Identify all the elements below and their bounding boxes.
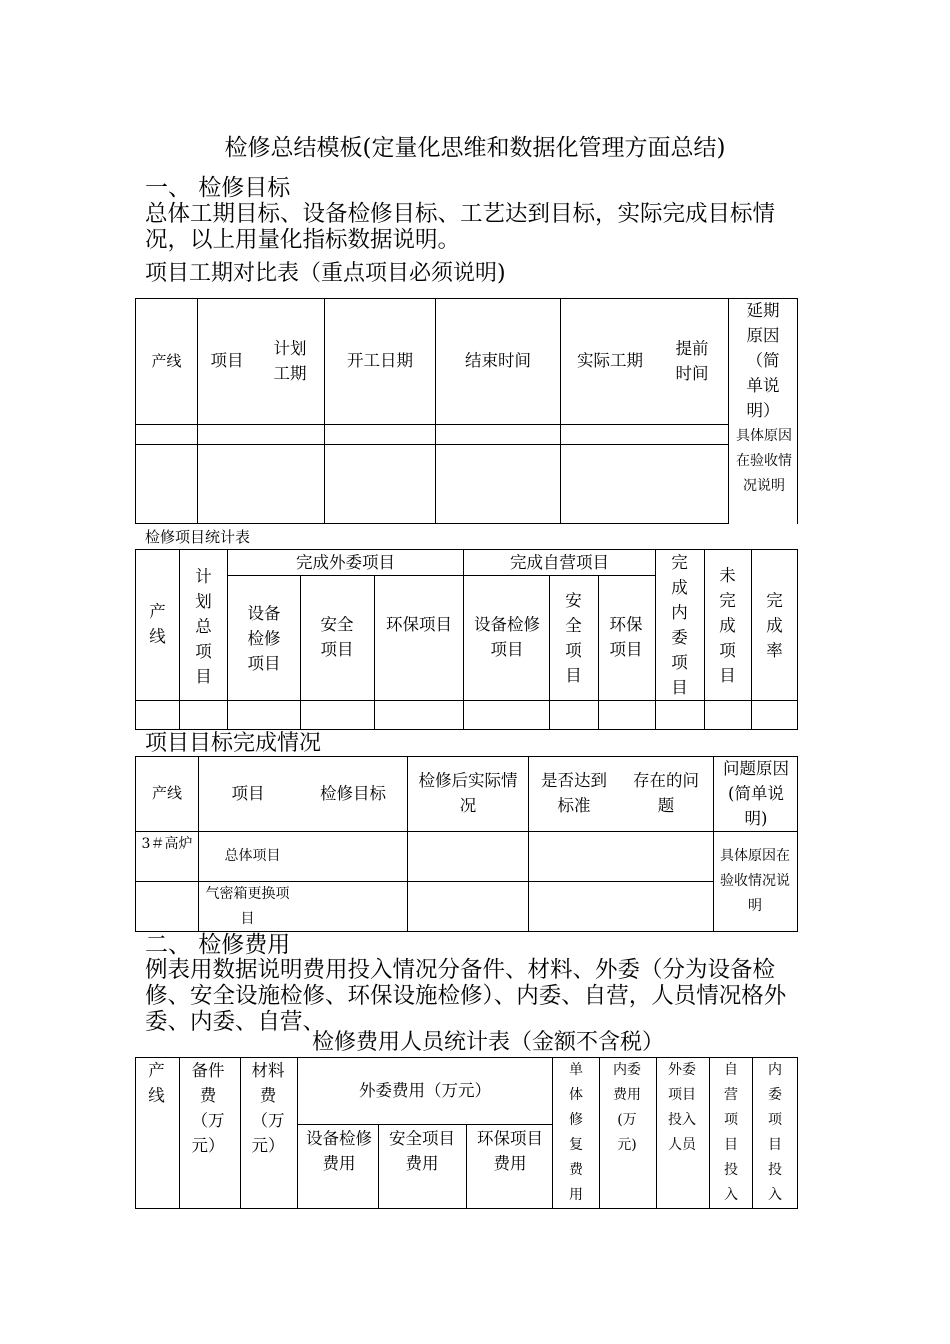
stats-header-plan-total: 计划总项目: [195, 567, 212, 686]
cost-header-outsourced-people: 外委项目投入人员: [668, 1062, 696, 1153]
cost-header-safety-fee: 安全项目费用: [389, 1129, 455, 1173]
section-2-heading: 二、 检修费用: [145, 932, 291, 958]
table-3-caption: 项目目标完成情况: [145, 731, 322, 756]
goal-header-line: 产线: [151, 784, 182, 802]
stats-header-rate: 完成率: [766, 591, 783, 660]
stats-header-safety: 安全项目: [320, 615, 354, 659]
cost-header-internal-input: 内委项目投入: [768, 1062, 782, 1203]
goal-header-actual: 检修后实际情况: [418, 771, 518, 815]
goal-header-project: 项目: [231, 784, 265, 803]
goal-header-target: 检修目标: [320, 784, 386, 803]
stats-header-self-env: 环保项目: [609, 615, 643, 659]
stats-header-unfinished: 未完成项目: [719, 566, 736, 685]
stats-header-equip-repair: 设备检修项目: [247, 604, 281, 673]
goal-reason-note: 具体原因在验收情况说明: [720, 848, 790, 914]
section-1-paragraph: 总体工期目标、设备检修目标、工艺达到目标，实际完成目标情况，以上用量化指标数据说明。: [145, 201, 776, 253]
stats-header-self-group: 完成自营项目: [510, 553, 609, 572]
goal-row-2-project: 气密箱更换项目: [205, 886, 290, 927]
cost-header-self-input: 自营项目投入: [724, 1062, 738, 1203]
header-end-time: 结束时间: [465, 351, 531, 370]
goal-row-1-line: 3＃高炉: [141, 836, 193, 852]
stats-header-env: 环保项目: [386, 615, 452, 634]
goal-row-1-project: 总体项目: [224, 848, 281, 864]
stats-header-self-equip: 设备检修项目: [474, 615, 540, 659]
header-plan-period: 计划工期: [273, 339, 307, 383]
cost-header-internal-fee: 内委费用(万元): [613, 1062, 641, 1153]
cost-header-line: 产线: [148, 1061, 165, 1105]
table-2-caption: 检修项目统计表: [145, 528, 251, 546]
cost-header-material: 材料费（万元）: [251, 1061, 285, 1155]
table-1-caption: 项目工期对比表（重点项目必须说明): [145, 261, 506, 286]
header-delay-reason: 延期原因（简单说明）: [746, 301, 780, 420]
header-line: 产线: [151, 352, 182, 370]
table-4-caption: 检修费用人员统计表（金额不含税）: [312, 1030, 665, 1055]
section-1-heading: 一、 检修目标: [145, 175, 291, 201]
cost-header-equip-fee: 设备检修费用: [306, 1129, 372, 1173]
stats-header-self-safety: 安全项目: [565, 591, 582, 685]
section-2-paragraph: 例表用数据说明费用投入情况分备件、材料、外委（分为设备检修、安全设施检修、环保设施检修）、内委、自营，人员情况格外委、内委、自营、: [145, 957, 787, 1035]
goal-header-reason: 问题原因(简单说明): [723, 759, 789, 828]
header-advance-time: 提前时间: [675, 339, 709, 383]
delay-reason-note: 具体原因在验收情况说明: [736, 428, 792, 494]
stats-header-internal: 完成内委项目: [671, 553, 688, 697]
header-project: 项目: [210, 351, 244, 370]
goal-header-standard: 是否达到标准: [541, 771, 607, 815]
cost-header-env-fee: 环保项目费用: [477, 1129, 543, 1173]
goal-header-problems: 存在的问题: [633, 771, 699, 815]
cost-header-unit-repair: 单体修复费用: [569, 1062, 583, 1203]
cost-header-spare: 备件费（万元）: [191, 1061, 225, 1155]
stats-header-line: 产线: [149, 602, 166, 646]
header-start-date: 开工日期: [347, 351, 413, 370]
page-title: 检修总结模板(定量化思维和数据化管理方面总结): [224, 135, 726, 161]
cost-header-outsourced-fee: 外委费用（万元）: [359, 1081, 491, 1100]
header-actual-period: 实际工期: [577, 351, 643, 370]
stats-header-outsourced-group: 完成外委项目: [296, 553, 395, 572]
